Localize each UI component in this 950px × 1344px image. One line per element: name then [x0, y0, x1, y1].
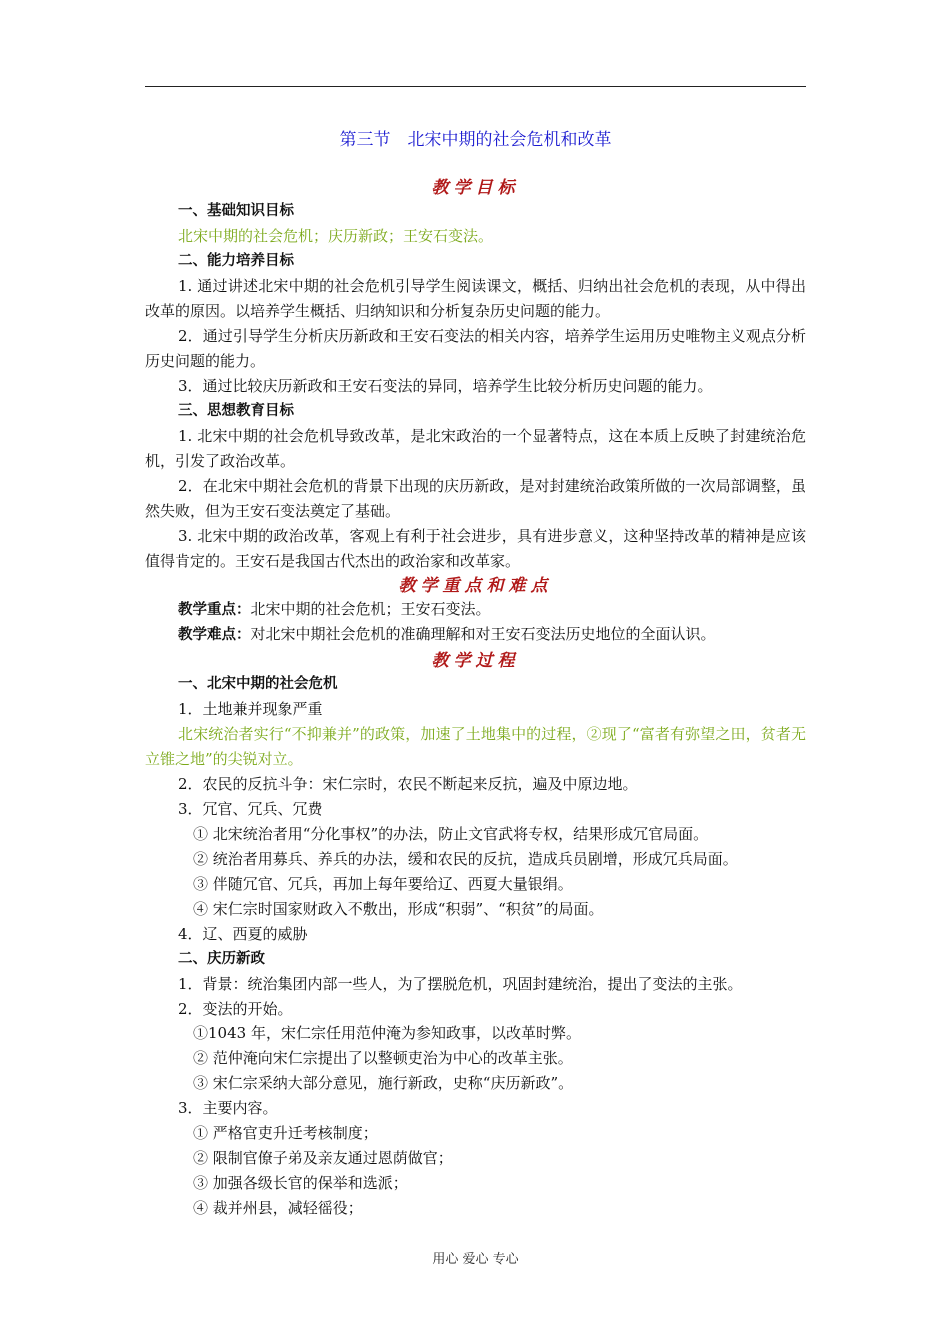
section-heading-objectives: 教学目标 [431, 178, 520, 198]
reform-item-3-sub-1: ① 严格官吏升迁考核制度； [193, 1124, 378, 1142]
key-point-label: 教学重点： [178, 602, 251, 618]
crisis-item-2: 2．农民的反抗斗争：宋仁宗时，农民不断起来反抗，遍及中原边地。 [178, 775, 638, 793]
reform-item-2-sub-3: ③ 宋仁宗采纳大部分意见，施行新政，史称“庆历新政”。 [193, 1074, 574, 1092]
basic-knowledge-text: 北宋中期的社会危机；庆历新政；王安石变法。 [178, 227, 494, 245]
reform-item-2-sub-1: ①1043 年，宋仁宗任用范仲淹为参知政事，以改革时弊。 [193, 1024, 581, 1042]
reform-item-3: 3．主要内容。 [178, 1099, 278, 1117]
crisis-item-1: 1．土地兼并现象严重 [178, 700, 323, 718]
difficulty-line [145, 622, 839, 648]
reform-item-3-sub-3: ③ 加强各级长官的保举和选派； [193, 1174, 408, 1192]
thought-item-3: 3. 北宋中期的政治改革，客观上有利于社会进步，具有进步意义，这种坚持改革的精神是应该值得肯定的。王安石是我国古代杰出的政治家和改革家。 [145, 527, 806, 570]
section-heading-process: 教学过程 [431, 651, 520, 671]
heading-thought-education: 三、思想教育目标 [178, 403, 294, 419]
crisis-item-3-sub-1: ① 北宋统治者用“分化事权”的办法，防止文官武将专权，结果形成冗官局面。 [193, 825, 709, 843]
crisis-item-3-sub-4: ④ 宋仁宗时国家财政入不敷出，形成“积弱”、“积贫”的局面。 [193, 900, 604, 918]
thought-item-2: 2．在北宋中期社会危机的背景下出现的庆历新政，是对封建统治政策所做的一次局部调整，虽然失败，但为王安石变法奠定了基础。 [145, 477, 806, 520]
difficulty-text: 对北宋中期社会危机的准确理解和对王安石变法历史地位的全面认识。 [250, 625, 716, 643]
crisis-item-1-detail: 北宋统治者实行“不抑兼并”的政策，加速了土地集中的过程，②现了“富者有弥望之田，贫者无立锥之地”的尖锐对立。 [145, 725, 806, 768]
reform-item-3-sub-2: ② 限制官僚子弟及亲友通过恩荫做官； [193, 1149, 453, 1167]
crisis-item-3-sub-2: ② 统治者用募兵、养兵的办法，缓和农民的反抗，造成兵员剧增，形成冗兵局面。 [193, 850, 738, 868]
thought-item-1: 1. 北宋中期的社会危机导致改革，是北宋政治的一个显著特点，这在本质上反映了封建统治危机，引发了政治改革。 [145, 427, 806, 470]
key-point-line [145, 597, 839, 623]
heading-social-crisis: 一、北宋中期的社会危机 [178, 676, 338, 692]
crisis-item-3-sub-3: ③ 伴随冗官、冗兵，再加上每年要给辽、西夏大量银绢。 [193, 875, 573, 893]
page-footer: 用心 爱心 专心 [432, 1252, 519, 1267]
reform-item-1: 1．背景：统治集团内部一些人，为了摆脱危机，巩固封建统治，提出了变法的主张。 [178, 975, 743, 993]
reform-item-2: 2．变法的开始。 [178, 1000, 293, 1018]
reform-item-2-sub-2: ② 范仲淹向宋仁宗提出了以整顿吏治为中心的改革主张。 [193, 1049, 573, 1067]
heading-qingli-reform: 二、庆历新政 [178, 951, 265, 967]
crisis-item-4: 4．辽、西夏的威胁 [178, 925, 308, 943]
heading-ability: 二、能力培养目标 [178, 253, 294, 269]
ability-item-2: 2．通过引导学生分析庆历新政和王安石变法的相关内容，培养学生运用历史唯物主义观点分析历史问题的能力。 [145, 327, 806, 370]
heading-basic-knowledge: 一、基础知识目标 [178, 203, 294, 219]
crisis-item-3: 3．冗官、冗兵、冗费 [178, 800, 323, 818]
ability-item-3: 3．通过比较庆历新政和王安石变法的异同，培养学生比较分析历史问题的能力。 [178, 377, 713, 395]
page-title: 第三节 北宋中期的社会危机和改革 [339, 130, 612, 150]
ability-item-1: 1. 通过讲述北宋中期的社会危机引导学生阅读课文，概括、归纳出社会危机的表现，从中得出改革的原因。以培养学生概括、归纳知识和分析复杂历史问题的能力。 [145, 277, 806, 320]
reform-item-3-sub-4: ④ 裁并州县，减轻徭役； [193, 1199, 363, 1217]
key-point-text: 北宋中期的社会危机；王安石变法。 [250, 600, 491, 618]
difficulty-label: 教学难点： [178, 627, 251, 643]
header-rule [145, 86, 806, 87]
section-heading-key-points: 教学重点和难点 [398, 576, 553, 596]
